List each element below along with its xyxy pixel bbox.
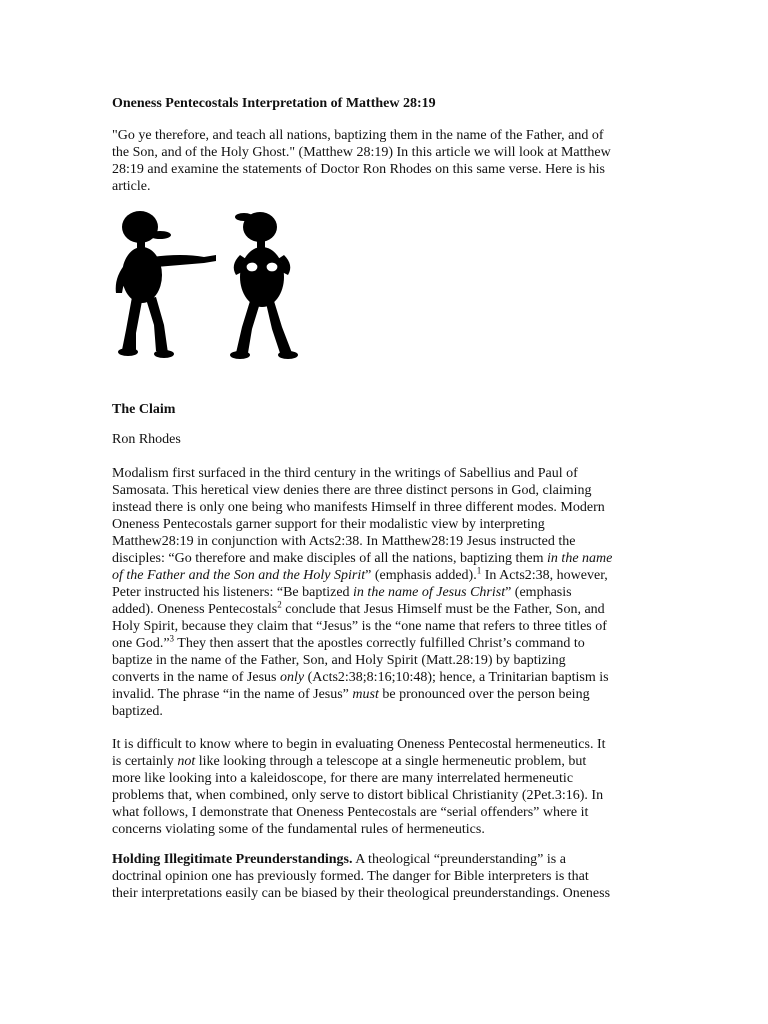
- p3-line: doctrinal opinion one has previously formed. The danger for Bible interpreters is that: [112, 869, 589, 884]
- cartoon-figures-image: [112, 205, 302, 365]
- intro-paragraph: [112, 127, 657, 195]
- p1-text: conclude that Jesus Himself must be the Father, Son, and: [281, 602, 605, 617]
- p1-line: instead there is only one being who manifests Himself in three different modes. Modern: [112, 500, 605, 515]
- p1-line: baptized.: [112, 704, 163, 719]
- p2-line: [112, 753, 657, 770]
- p1-emphasis: in the name of Jesus Christ: [353, 585, 506, 600]
- p1-line: [112, 601, 657, 618]
- intro-line-2: the Son, and of the Holy Ghost." (Matthew 28:19) In this article we will look at Matthew: [112, 145, 611, 160]
- p1-text: Peter instructed his listeners: “Be baptized: [112, 585, 354, 600]
- footnote-ref-2: 2: [277, 599, 282, 610]
- p1-line: [112, 550, 657, 567]
- p1-line: Matthew28:19 in conjunction with Acts2:38. In Matthew28:19 Jesus instructed the: [112, 534, 576, 549]
- preunderstanding-paragraph: [112, 851, 657, 902]
- p1-text: ” (emphasis: [505, 585, 572, 600]
- p3-heading: Holding Illegitimate Preunderstandings.: [112, 852, 353, 867]
- footnote-ref-1: 1: [476, 565, 482, 576]
- p2-text: like looking through a telescope at a single hermeneutic problem, but: [195, 754, 587, 769]
- p1-line: baptize in the name of the Father, Son, and Holy Spirit (Matt.28:19) by baptizing: [112, 653, 566, 668]
- p2-line: more like looking into a kaleidoscope, for there are many interrelated hermeneutic: [112, 771, 574, 786]
- p3-line: their interpretations easily can be biased by their theological preunderstandings. Oneness: [112, 886, 611, 901]
- p3-line: [112, 851, 657, 868]
- p1-text: In Acts2:38, however,: [481, 568, 608, 583]
- pointing-figure: [116, 211, 216, 358]
- p1-line: Holy Spirit, because they claim that “Jesus” is the “one name that refers to three titles of: [112, 619, 607, 634]
- p1-emphasis: must: [352, 687, 379, 702]
- p1-line: [112, 567, 657, 584]
- p1-text: disciples: “Go therefore and make disciples of all the nations, baptizing them: [112, 551, 548, 566]
- p1-text: added). Oneness Pentecostals: [112, 602, 278, 617]
- p1-line: [112, 669, 657, 686]
- hermeneutics-paragraph: [112, 736, 657, 838]
- footnote-ref-3: 3: [169, 633, 175, 644]
- p2-line: problems that, when combined, only serve to distort biblical Christianity (2Pet.3:16). In: [112, 788, 604, 803]
- p1-line: [112, 635, 657, 652]
- p1-text: They then assert that the apostles correctly fulfilled Christ’s command to: [174, 636, 585, 651]
- p1-text: (Acts2:38;8:16;10:48); hence, a Trinitarian baptism is: [304, 670, 609, 685]
- p1-text: be pronounced over the person being: [378, 687, 590, 702]
- intro-line-1: "Go ye therefore, and teach all nations, baptizing them in the name of the Father, and of: [112, 128, 604, 143]
- p2-line: what follows, I demonstrate that Oneness Pentecostals are “serial offenders” where it: [112, 805, 589, 820]
- p2-line: concerns violating some of the fundamental rules of hermeneutics.: [112, 822, 485, 837]
- p1-emphasis: only: [279, 670, 305, 685]
- p2-text: is certainly: [112, 754, 178, 769]
- p1-text: ” (emphasis added).: [365, 568, 477, 583]
- scratching-figure: [230, 212, 298, 359]
- p2-line: It is difficult to know where to begin in evaluating Oneness Pentecostal hermeneutics. It: [112, 737, 606, 752]
- p1-line: [112, 584, 657, 601]
- claim-paragraph: [112, 465, 657, 720]
- section-heading: The Claim: [112, 402, 176, 417]
- p2-emphasis: not: [177, 754, 196, 769]
- p1-text: invalid. The phrase “in the name of Jesus”: [112, 687, 353, 702]
- p1-text: converts in the name of Jesus: [112, 670, 280, 685]
- document-title: Oneness Pentecostals Interpretation of Matthew 28:19: [112, 96, 436, 111]
- intro-line-3: 28:19 and examine the statements of Doctor Ron Rhodes on this same verse. Here is his: [112, 162, 606, 177]
- p1-text: one God.”: [112, 636, 170, 651]
- p1-emphasis: of the Father and the Son and the Holy Spirit: [112, 568, 366, 583]
- p1-line: [112, 686, 657, 703]
- author-name: Ron Rhodes: [112, 432, 181, 447]
- p1-line: Oneness Pentecostals garner support for their modalistic view by interpreting: [112, 517, 545, 532]
- p1-line: Modalism first surfaced in the third century in the writings of Sabellius and Paul of: [112, 466, 578, 481]
- p1-emphasis: in the name: [547, 551, 613, 566]
- p1-line: Samosata. This heretical view denies there are three distinct persons in God, claiming: [112, 483, 592, 498]
- intro-line-4: article.: [112, 179, 151, 194]
- p3-text: A theological “preunderstanding” is a: [352, 852, 566, 867]
